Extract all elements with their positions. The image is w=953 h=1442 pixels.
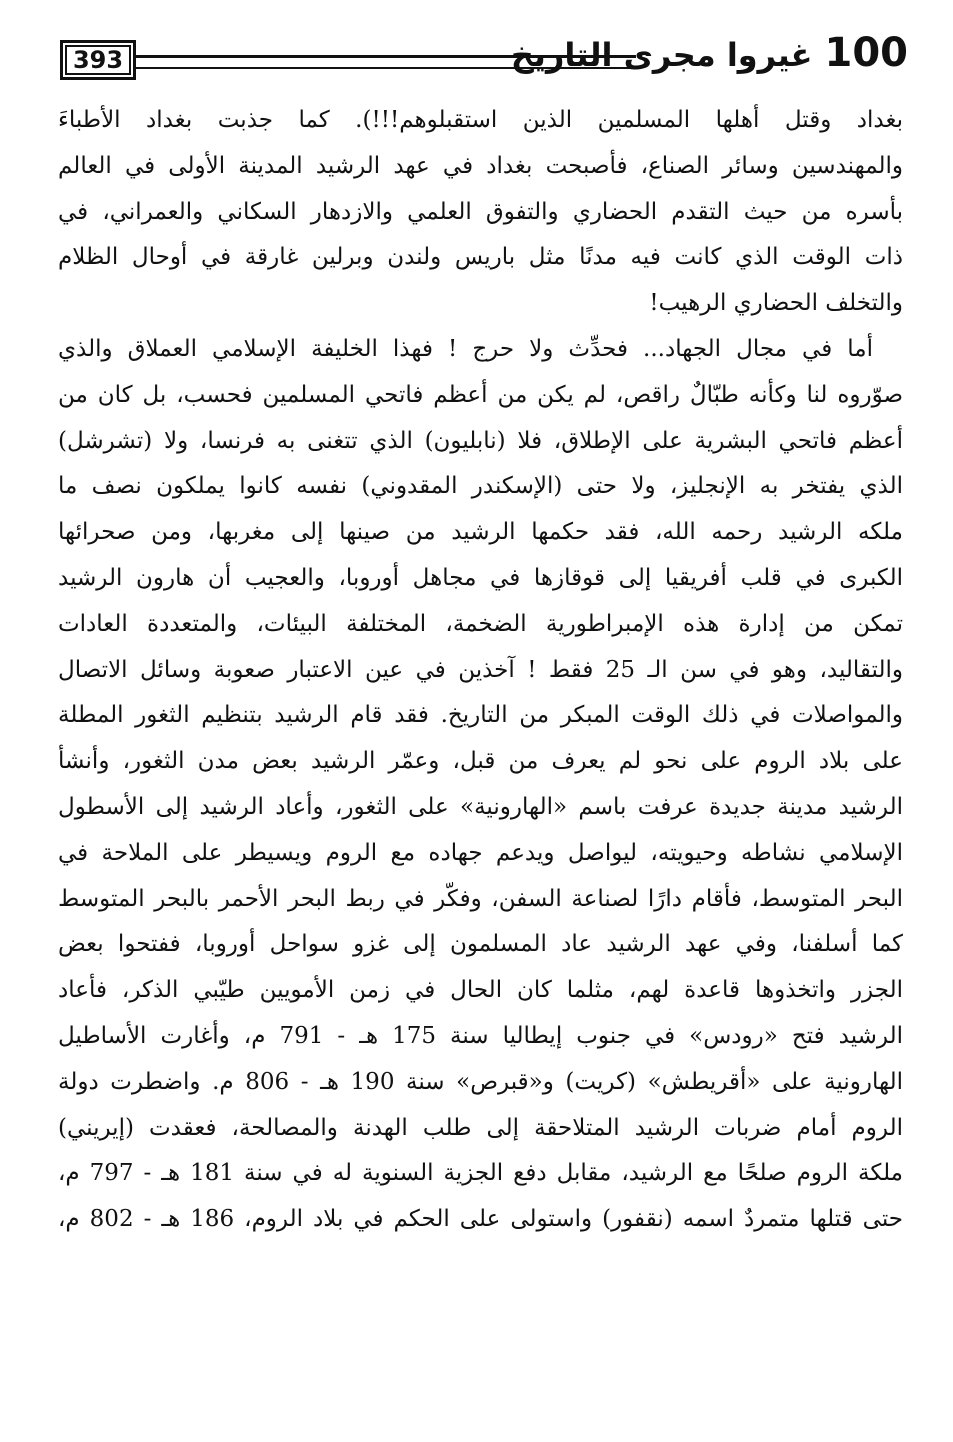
running-title	[511, 30, 908, 76]
text-line: حتى قتلها متمردٌ اسمه (نقفور) واستولى على الحكم في بلاد الروم، 186 هـ - 802 م،	[58, 1206, 903, 1233]
text-line: والمهندسين وسائر الصناع، فأصبحت بغداد في عهد الرشيد المدينة الأولى في العالم	[58, 152, 903, 179]
text-line: تمكن من إدارة هذه الإمبراطورية الضخمة، المختلفة البيئات، والمتعددة العادات	[58, 610, 903, 637]
text-line: ذات الوقت الذي كانت فيه مدنًا مثل باريس ولندن وبرلين غارقة في أوحال الظلام	[58, 244, 903, 271]
text-line: والتقاليد، وهو في سن الـ 25 فقط ! آخذين في عين الاعتبار صعوبة وسائل الاتصال	[58, 656, 903, 683]
text-line: بغداد وقتل أهلها المسلمين الذين استقبلوهم!!!). كما جذبت بغداد الأطباءَ	[58, 107, 903, 133]
text-line: الرشيد فتح «رودس» في جنوب إيطاليا سنة 175 هـ - 791 م، وأغارت الأساطيل	[58, 1022, 903, 1049]
text-line: الهارونية على «أقريطش» (كريت) و«قبرص» سنة 190 هـ - 806 م. واضطرت دولة	[58, 1068, 903, 1095]
text-line: الكبرى في قلب أفريقيا إلى قوقازها في مجاهل أوروبا، والعجيب أن هارون الرشيد	[58, 564, 903, 591]
text-line: الجزر واتخذوها قاعدة لهم، مثلما كان الحال في زمن الأمويين طيّبي الذكر، فأعاد	[58, 977, 903, 1004]
text-line: البحر المتوسط، فأقام دارًا لصناعة السفن، وفكّر في ربط البحر الأحمر بالبحر المتوسط	[58, 885, 903, 912]
text-line: ملكه الرشيد رحمه الله، فقد حكمها الرشيد من صينها إلى مغربها، ومن صحرائها	[58, 519, 903, 546]
text-line: على بلاد الروم على نحو لم يعرف من قبل، وعمّر الرشيد بعض مدن الثغور، وأنشأ	[58, 748, 903, 775]
body-text	[58, 98, 903, 1243]
text-line: الذي يفتخر به الإنجليز، ولا حتى (الإسكندر المقدوني) نفسه كانوا يملكون نصف ما	[58, 473, 903, 500]
text-line: أعظم فاتحي البشرية على الإطلاق، فلا (نابليون) الذي تتغنى به فرنسا، ولا (تشرشل)	[58, 427, 903, 454]
page-number: 393	[60, 40, 136, 80]
book-title: غيروا مجرى التاريخ	[510, 36, 813, 74]
book-number: 100	[824, 30, 908, 76]
text-line: بأسره من حيث التقدم الحضاري والتفوق العلمي والازدهار السكاني والعمراني، في	[58, 198, 903, 225]
text-line: الروم أمام ضربات الرشيد المتلاحقة إلى طلب الهدنة والمصالحة، فعقدت (إيريني)	[58, 1114, 903, 1141]
text-line: كما أسلفنا، وفي عهد الرشيد عاد المسلمون إلى غزو سواحل أوروبا، ففتحوا بعض	[58, 931, 903, 958]
page-header	[60, 30, 908, 90]
text-line: والمواصلات في ذلك الوقت المبكر من التاريخ. فقد قام الرشيد بتنظيم الثغور المطلة	[58, 702, 903, 729]
text-line: الإسلامي نشاطه وحيويته، ليواصل ويدعم جهاده مع الروم ويسيطر على الملاحة في	[58, 839, 903, 866]
text-line: أما في مجال الجهاد... فحدِّث ولا حرج ! فهذا الخليفة الإسلامي العملاق والذي	[58, 335, 873, 362]
text-line: والتخلف الحضاري الرهيب!	[649, 290, 903, 317]
text-line: ملكة الروم صلحًا مع الرشيد، مقابل دفع الجزية السنوية له في سنة 181 هـ - 797 م،	[58, 1160, 903, 1187]
text-line: صوّروه لنا وكأنه طبّالٌ راقص، لم يكن من أعظم فاتحي المسلمين فحسب، بل كان من	[58, 381, 903, 408]
text-line: الرشيد مدينة جديدة عرفت باسم «الهارونية» على الثغور، وأعاد الرشيد إلى الأسطول	[58, 793, 903, 820]
